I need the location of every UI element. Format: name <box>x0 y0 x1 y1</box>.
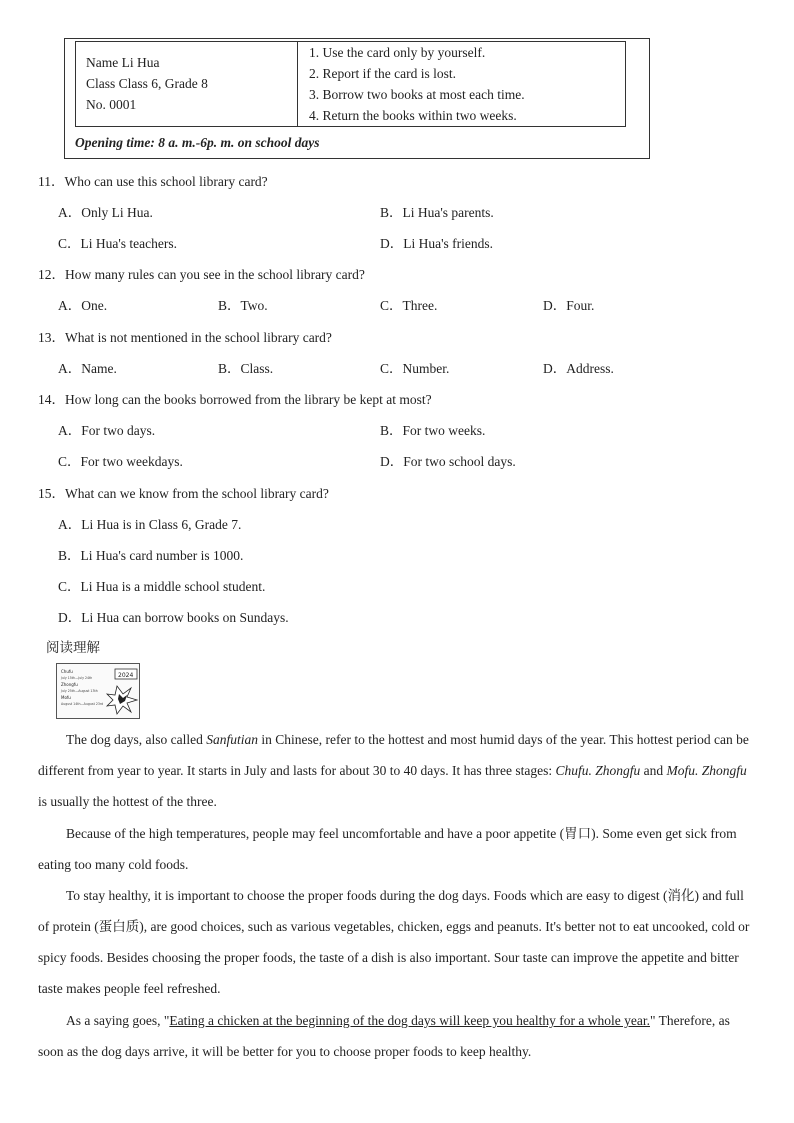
option: D．For two school days. <box>380 454 516 469</box>
question-12: 12．How many rules can you see in the school library card? <box>38 267 365 282</box>
option: C．Number. <box>380 361 450 376</box>
svg-text:July 15th—July 24th: July 15th—July 24th <box>61 676 93 680</box>
card-name: Name Li Hua <box>86 55 160 70</box>
picture-year: 2024 <box>118 672 134 679</box>
card-rule: 2. Report if the card is lost. <box>309 66 456 81</box>
calendar-illustration <box>57 664 139 718</box>
option: A．For two days. <box>58 423 156 438</box>
underlined-saying: Eating a chicken at the beginning of the dog days will keep you healthy for a whole year. <box>169 1013 650 1028</box>
passage-paragraph-3: To stay healthy, it is important to choose the proper foods during the dog days. Foods which are easy to digest (消化) and full of protein (蛋白质), are good choices, such as various vegetables, chicken, eggs and peanuts. It's better not to eat uncooked, cold or spicy foods. Besides choosing the proper foods, the taste of a dish is also important. Sour taste can improve the appetite and bitter taste makes people feel refreshed. <box>38 888 750 996</box>
option: B．Two. <box>218 298 268 313</box>
option: A．Only Li Hua. <box>58 205 153 220</box>
option: A．Name. <box>58 361 117 376</box>
option: C．Li Hua's teachers. <box>58 236 178 251</box>
option: B．For two weeks. <box>380 423 486 438</box>
option: B．Class. <box>218 361 274 376</box>
svg-text:August 14th—August 23rd: August 14th—August 23rd <box>61 702 104 706</box>
option: C．Three. <box>380 298 438 313</box>
opening-time: Opening time: 8 a. m.-6p. m. on school days <box>75 135 320 150</box>
card-class: Class Class 6, Grade 8 <box>86 76 208 91</box>
passage-paragraph-4: As a saying goes, "Eating a chicken at the beginning of the dog days will keep you healthy for a whole year." Therefore, as soon as the dog days arrive, it will be better for you to choose proper foods to keep healthy. <box>38 1013 730 1059</box>
card-number: No. 0001 <box>86 97 137 112</box>
dog-days-picture <box>56 663 140 719</box>
svg-text:Chufu: Chufu <box>61 669 73 674</box>
card-rule: 4. Return the books within two weeks. <box>309 108 517 123</box>
option: D．Li Hua can borrow books on Sundays. <box>58 610 289 625</box>
option: D．Address. <box>543 361 614 376</box>
question-15: 15．What can we know from the school library card? <box>38 486 329 501</box>
question-14: 14．How long can the books borrowed from the library be kept at most? <box>38 392 432 407</box>
option: D．Four. <box>543 298 595 313</box>
option: A．One. <box>58 298 108 313</box>
option: C．Li Hua is a middle school student. <box>58 579 266 594</box>
option: B．Li Hua's parents. <box>380 205 494 220</box>
card-rule: 3. Borrow two books at most each time. <box>309 87 525 102</box>
option: B．Li Hua's card number is 1000. <box>58 548 244 563</box>
library-card <box>64 38 650 159</box>
option: C．For two weekdays. <box>58 454 183 469</box>
option: A．Li Hua is in Class 6, Grade 7. <box>58 517 242 532</box>
option: D．Li Hua's friends. <box>380 236 494 251</box>
question-13: 13．What is not mentioned in the school library card? <box>38 330 332 345</box>
card-info <box>76 42 298 126</box>
svg-text:July 25th—August 13th: July 25th—August 13th <box>61 689 98 693</box>
library-card-inner <box>75 41 626 127</box>
svg-text:Zhongfu: Zhongfu <box>61 682 78 687</box>
svg-text:Mofu: Mofu <box>61 695 71 700</box>
passage-paragraph-1: The dog days, also called Sanfutian in Chinese, refer to the hottest and most humid days of the year. This hottest period can be different from year to year. It starts in July and lasts for about 30 to 40 days. It has three stages: Chufu. Zhongfu and Mofu. Zhongfu is usually the hottest of the three. <box>38 732 749 809</box>
passage-paragraph-2: Because of the high temperatures, people may feel uncomfortable and have a poor appetite (胃口). Some even get sick from eating too many cold foods. <box>38 826 737 872</box>
section-header: 阅读理解 <box>46 640 100 656</box>
card-rule: 1. Use the card only by yourself. <box>309 45 486 60</box>
question-11: 11．Who can use this school library card? <box>38 174 268 189</box>
